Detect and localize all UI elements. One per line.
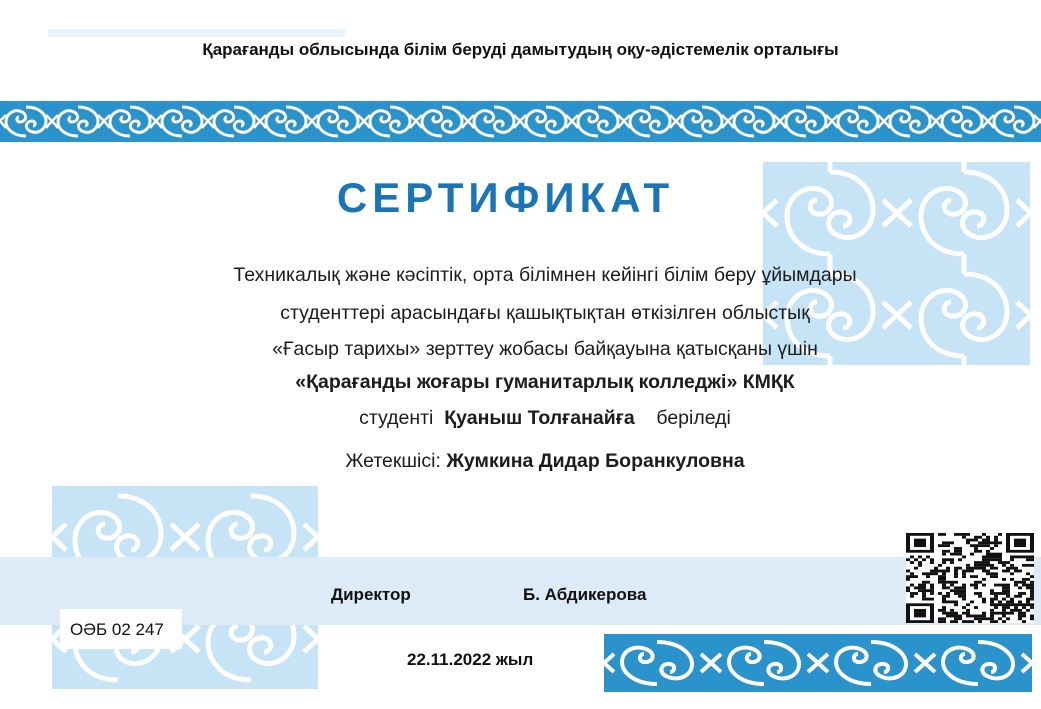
top-decor-line bbox=[48, 29, 345, 37]
ornament-strip-bottom-right bbox=[604, 634, 1032, 692]
supervisor-name: Жумкина Дидар Боранкуловна bbox=[446, 450, 745, 472]
qr-code-icon bbox=[906, 533, 1034, 623]
issue-date: 22.11.2022 жыл bbox=[407, 650, 534, 669]
supervisor-label: Жетекшісі: bbox=[345, 450, 441, 472]
student-suffix: беріледі bbox=[656, 407, 731, 429]
certificate-title: СЕРТИФИКАТ bbox=[336, 174, 675, 221]
director-name: Б. Абдикерова bbox=[523, 585, 647, 604]
director-label: Директор bbox=[331, 585, 411, 604]
student-line bbox=[0, 407, 1041, 430]
student-prefix: студенті bbox=[359, 407, 434, 429]
student-name: Қуаныш Толғанайға bbox=[444, 407, 635, 429]
body-line-3: «Ғасыр тарихы» зерттеу жобасы байқауына қатысқаны үшін bbox=[272, 338, 818, 360]
organization-name: Қарағанды облысында білім беруді дамытудың оқу-әдістемелік орталығы bbox=[202, 40, 839, 59]
body-line-1: Техникалық және кәсіптік, орта білімнен кейінгі білім беру ұйымдары bbox=[233, 264, 857, 286]
ornament-band-top bbox=[0, 101, 1041, 142]
registration-number: ОӘБ 02 247 bbox=[70, 620, 164, 639]
supervisor-line bbox=[0, 450, 1041, 473]
body-line-2: студенттері арасындағы қашықтықтан өткізілген облыстық bbox=[280, 302, 810, 324]
institution-name: «Қарағанды жоғары гуманитарлық колледжі» КМҚК bbox=[295, 371, 795, 393]
